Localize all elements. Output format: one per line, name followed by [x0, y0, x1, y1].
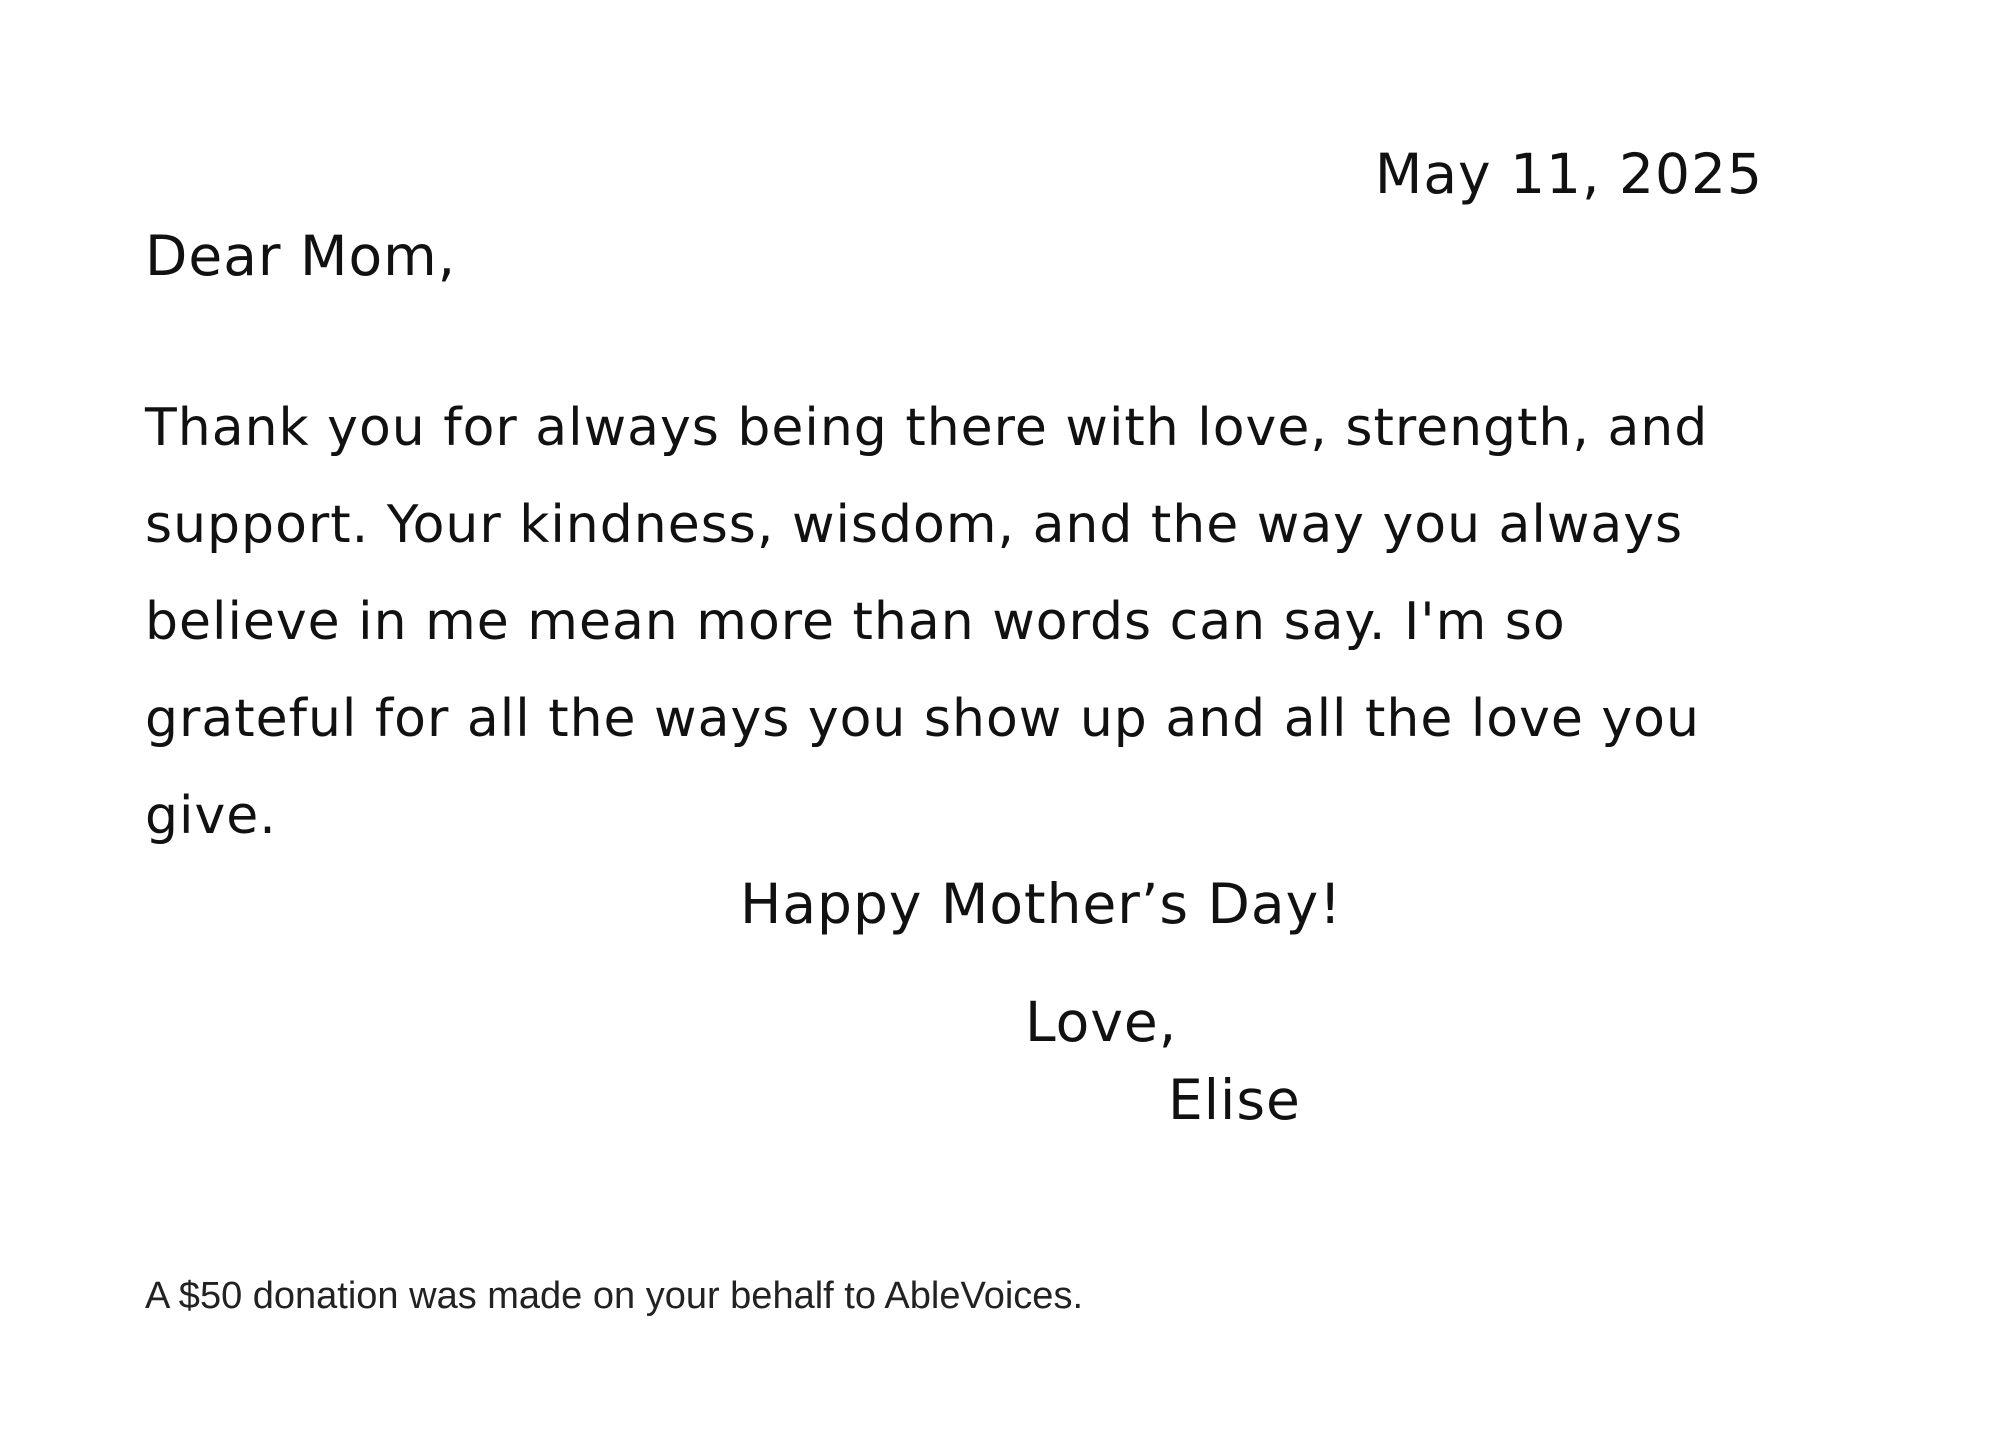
letter-wish: Happy Mother’s Day! — [740, 872, 1343, 936]
donation-note: A $50 donation was made on your behalf to AbleVoices. — [145, 1275, 1083, 1317]
letter-body-line: give. — [145, 786, 277, 846]
letter-body-line: support. Your kindness, wisdom, and the way you always — [145, 495, 1684, 555]
letter-body-line: Thank you for always being there with love, strength, and — [145, 398, 1709, 458]
letter-closing: Love, — [1025, 990, 1178, 1054]
letter-date: May 11, 2025 — [1374, 142, 1763, 206]
letter-body-line: grateful for all the ways you show up and all the love you — [145, 689, 1700, 749]
letter-signature: Elise — [1168, 1068, 1301, 1132]
letter-body — [145, 380, 1785, 865]
letter-body-line: believe in me mean more than words can say. I'm so — [145, 592, 1566, 652]
letter-greeting: Dear Mom, — [145, 224, 457, 288]
